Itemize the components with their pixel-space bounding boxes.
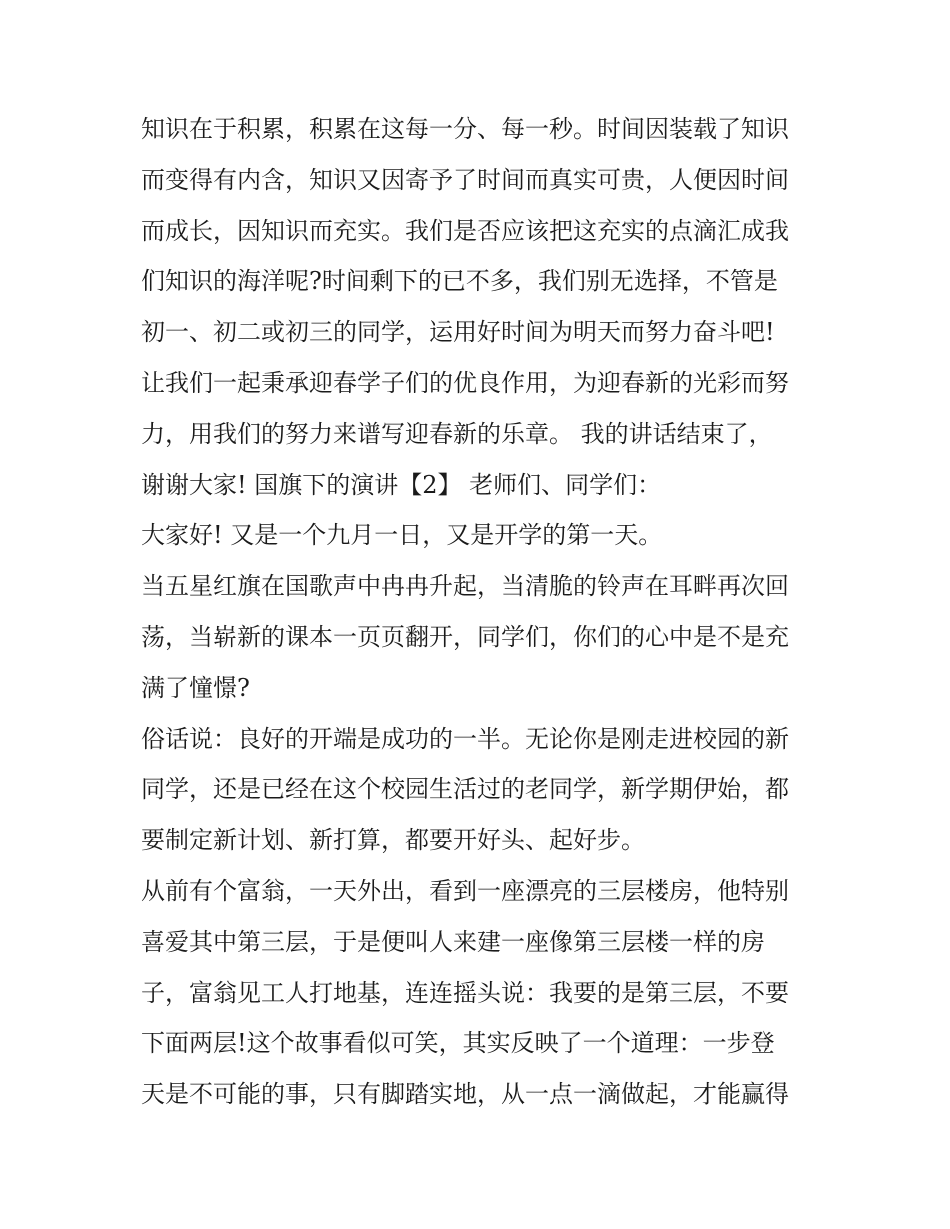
text-line-6: 让我们一起秉承迎春学子们的优良作用，为迎春新的光彩而努 xyxy=(141,368,789,397)
text-line-14: 同学，还是已经在这个校园生活过的老同学，新学期伊始，都 xyxy=(141,775,789,804)
text-line-9: 大家好! 又是一个九月一日，又是开学的第一天。 xyxy=(141,521,663,550)
text-line-20: 天是不可能的事，只有脚踏实地，从一点一滴做起，才能赢得 xyxy=(141,1080,789,1109)
text-line-7: 力，用我们的努力来谱写迎春新的乐章。 我的讲话结束了， xyxy=(141,419,773,448)
text-line-11: 荡，当崭新的课本一页页翻开，同学们，你们的心中是不是充 xyxy=(141,622,789,651)
speech-text xyxy=(141,104,821,1120)
text-line-13: 俗话说：良好的开端是成功的一半。无论你是刚走进校园的新 xyxy=(141,724,789,753)
text-line-1: 知识在于积累，积累在这每一分、每一秒。时间因装载了知识 xyxy=(141,115,789,143)
text-line-8: 谢谢大家! 国旗下的演讲【2】 老师们、同学们： xyxy=(141,470,662,499)
text-line-5: 初一、初二或初三的同学，运用好时间为明天而努力奋斗吧! xyxy=(141,318,775,347)
text-line-2: 而变得有内含，知识又因寄予了时间而真实可贵，人便因时间 xyxy=(141,165,789,194)
text-line-3: 而成长，因知识而充实。我们是否应该把这充实的点滴汇成我 xyxy=(141,216,789,245)
text-line-18: 子，富翁见工人打地基，连连摇头说：我要的是第三层，不要 xyxy=(141,978,789,1007)
text-line-10: 当五星红旗在国歌声中冉冉升起，当清脆的铃声在耳畔再次回 xyxy=(141,572,789,601)
text-line-15: 要制定新计划、新打算，都要开好头、起好步。 xyxy=(141,826,645,855)
text-line-4: 们知识的海洋呢?时间剩下的已不多，我们别无选择，不管是 xyxy=(141,267,778,296)
text-line-19: 下面两层!这个故事看似可笑，其实反映了一个道理：一步登 xyxy=(141,1029,775,1058)
text-line-16: 从前有个富翁，一天外出，看到一座漂亮的三层楼房，他特别 xyxy=(141,876,789,905)
text-line-17: 喜爱其中第三层，于是便叫人来建一座像第三层楼一样的房 xyxy=(141,927,765,956)
text-line-12: 满了憧憬? xyxy=(141,673,250,702)
